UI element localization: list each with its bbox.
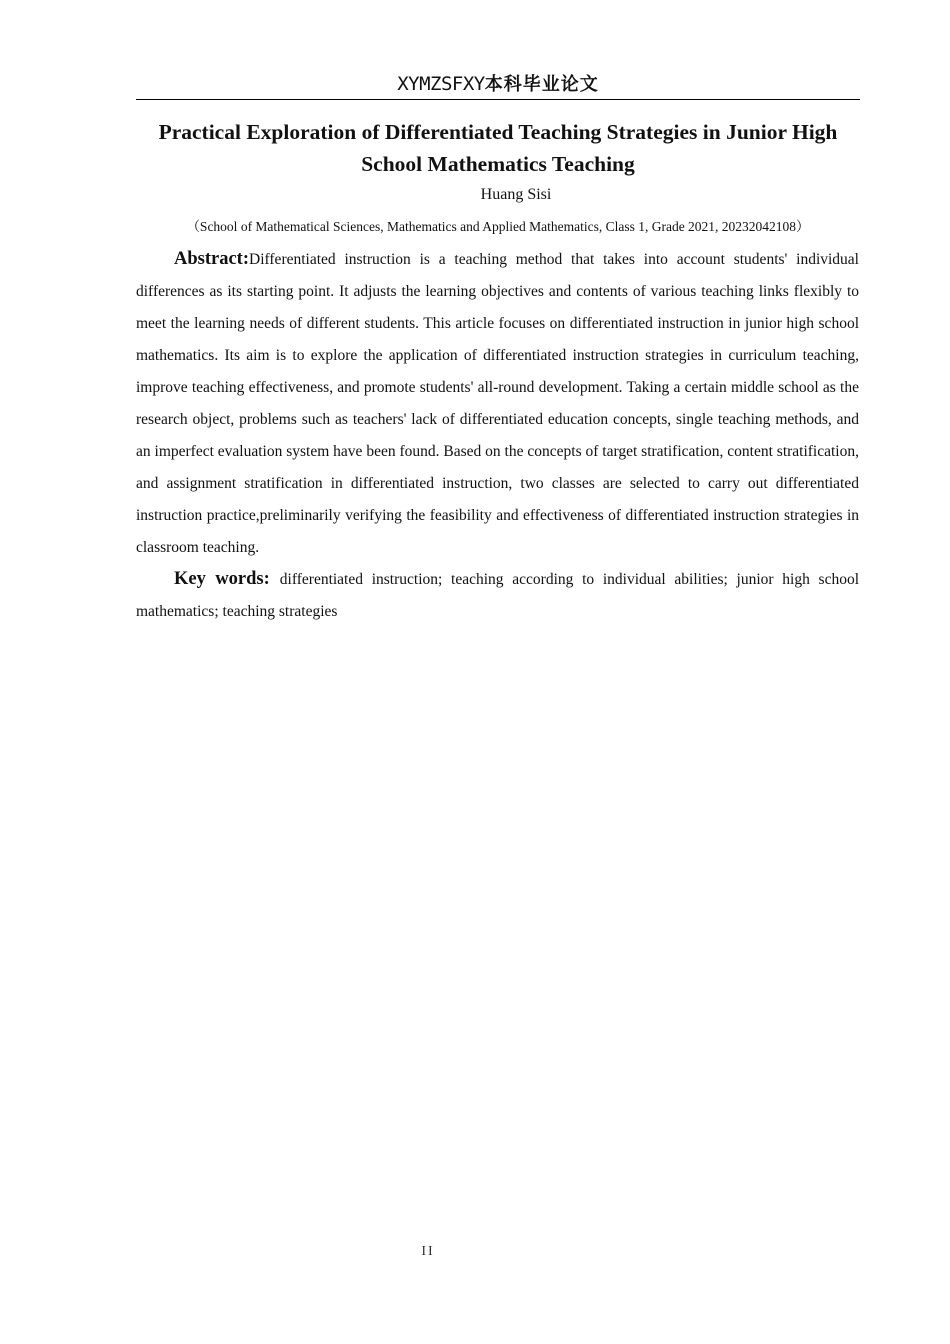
paper-title: Practical Exploration of Differentiated Teaching Strategies in Junior High School Mathematics Teaching bbox=[158, 120, 838, 176]
keyword-item: teaching strategies bbox=[222, 603, 338, 620]
author-name: Huang Sisi bbox=[480, 186, 552, 203]
abstract-text: Differentiated instruction is a teaching method that takes into account students' individual differences as its starting point. It adjusts the learning objectives and contents of various teaching links flexibly to meet the learning needs of different students. This article focuses on differentiated instruction in junior high school mathematics. Its aim is to explore the application of differentiated instruction strategies in curriculum teaching, improve teaching effectiveness, and promote students' all-round development. Taking a certain middle school as the research object, problems such as teachers' lack of differentiated education concepts, single teaching methods, and an imperfect evaluation system have been found. Based on the concepts of target stratification, content stratification, and assignment stratification in differentiated instruction, two classes are selected to carry out differentiated instruction practice,preliminarily verifying the feasibility and effectiveness of differentiated instruction strategies in classroom teaching. bbox=[136, 251, 859, 556]
keywords-label: Key words: bbox=[174, 569, 270, 589]
keyword-item: teaching according to individual abilities; bbox=[451, 571, 728, 588]
running-header bbox=[136, 70, 860, 99]
header-chinese-text: 本科毕业论文 bbox=[484, 74, 599, 95]
abstract-paragraph bbox=[136, 243, 859, 564]
header-rule bbox=[136, 99, 860, 100]
header-latin-text: XYMZSFXY bbox=[397, 73, 485, 95]
keywords-paragraph bbox=[136, 563, 859, 628]
abstract-label: Abstract: bbox=[174, 249, 250, 269]
keyword-item: junior high school mathematics; bbox=[136, 571, 860, 620]
author-affiliation: （School of Mathematical Sciences, Mathematics and Applied Mathematics, Class 1, Grade 2021, 20232042108） bbox=[186, 219, 810, 234]
page-number: II bbox=[421, 1244, 435, 1259]
keyword-item: differentiated instruction; bbox=[279, 571, 443, 588]
